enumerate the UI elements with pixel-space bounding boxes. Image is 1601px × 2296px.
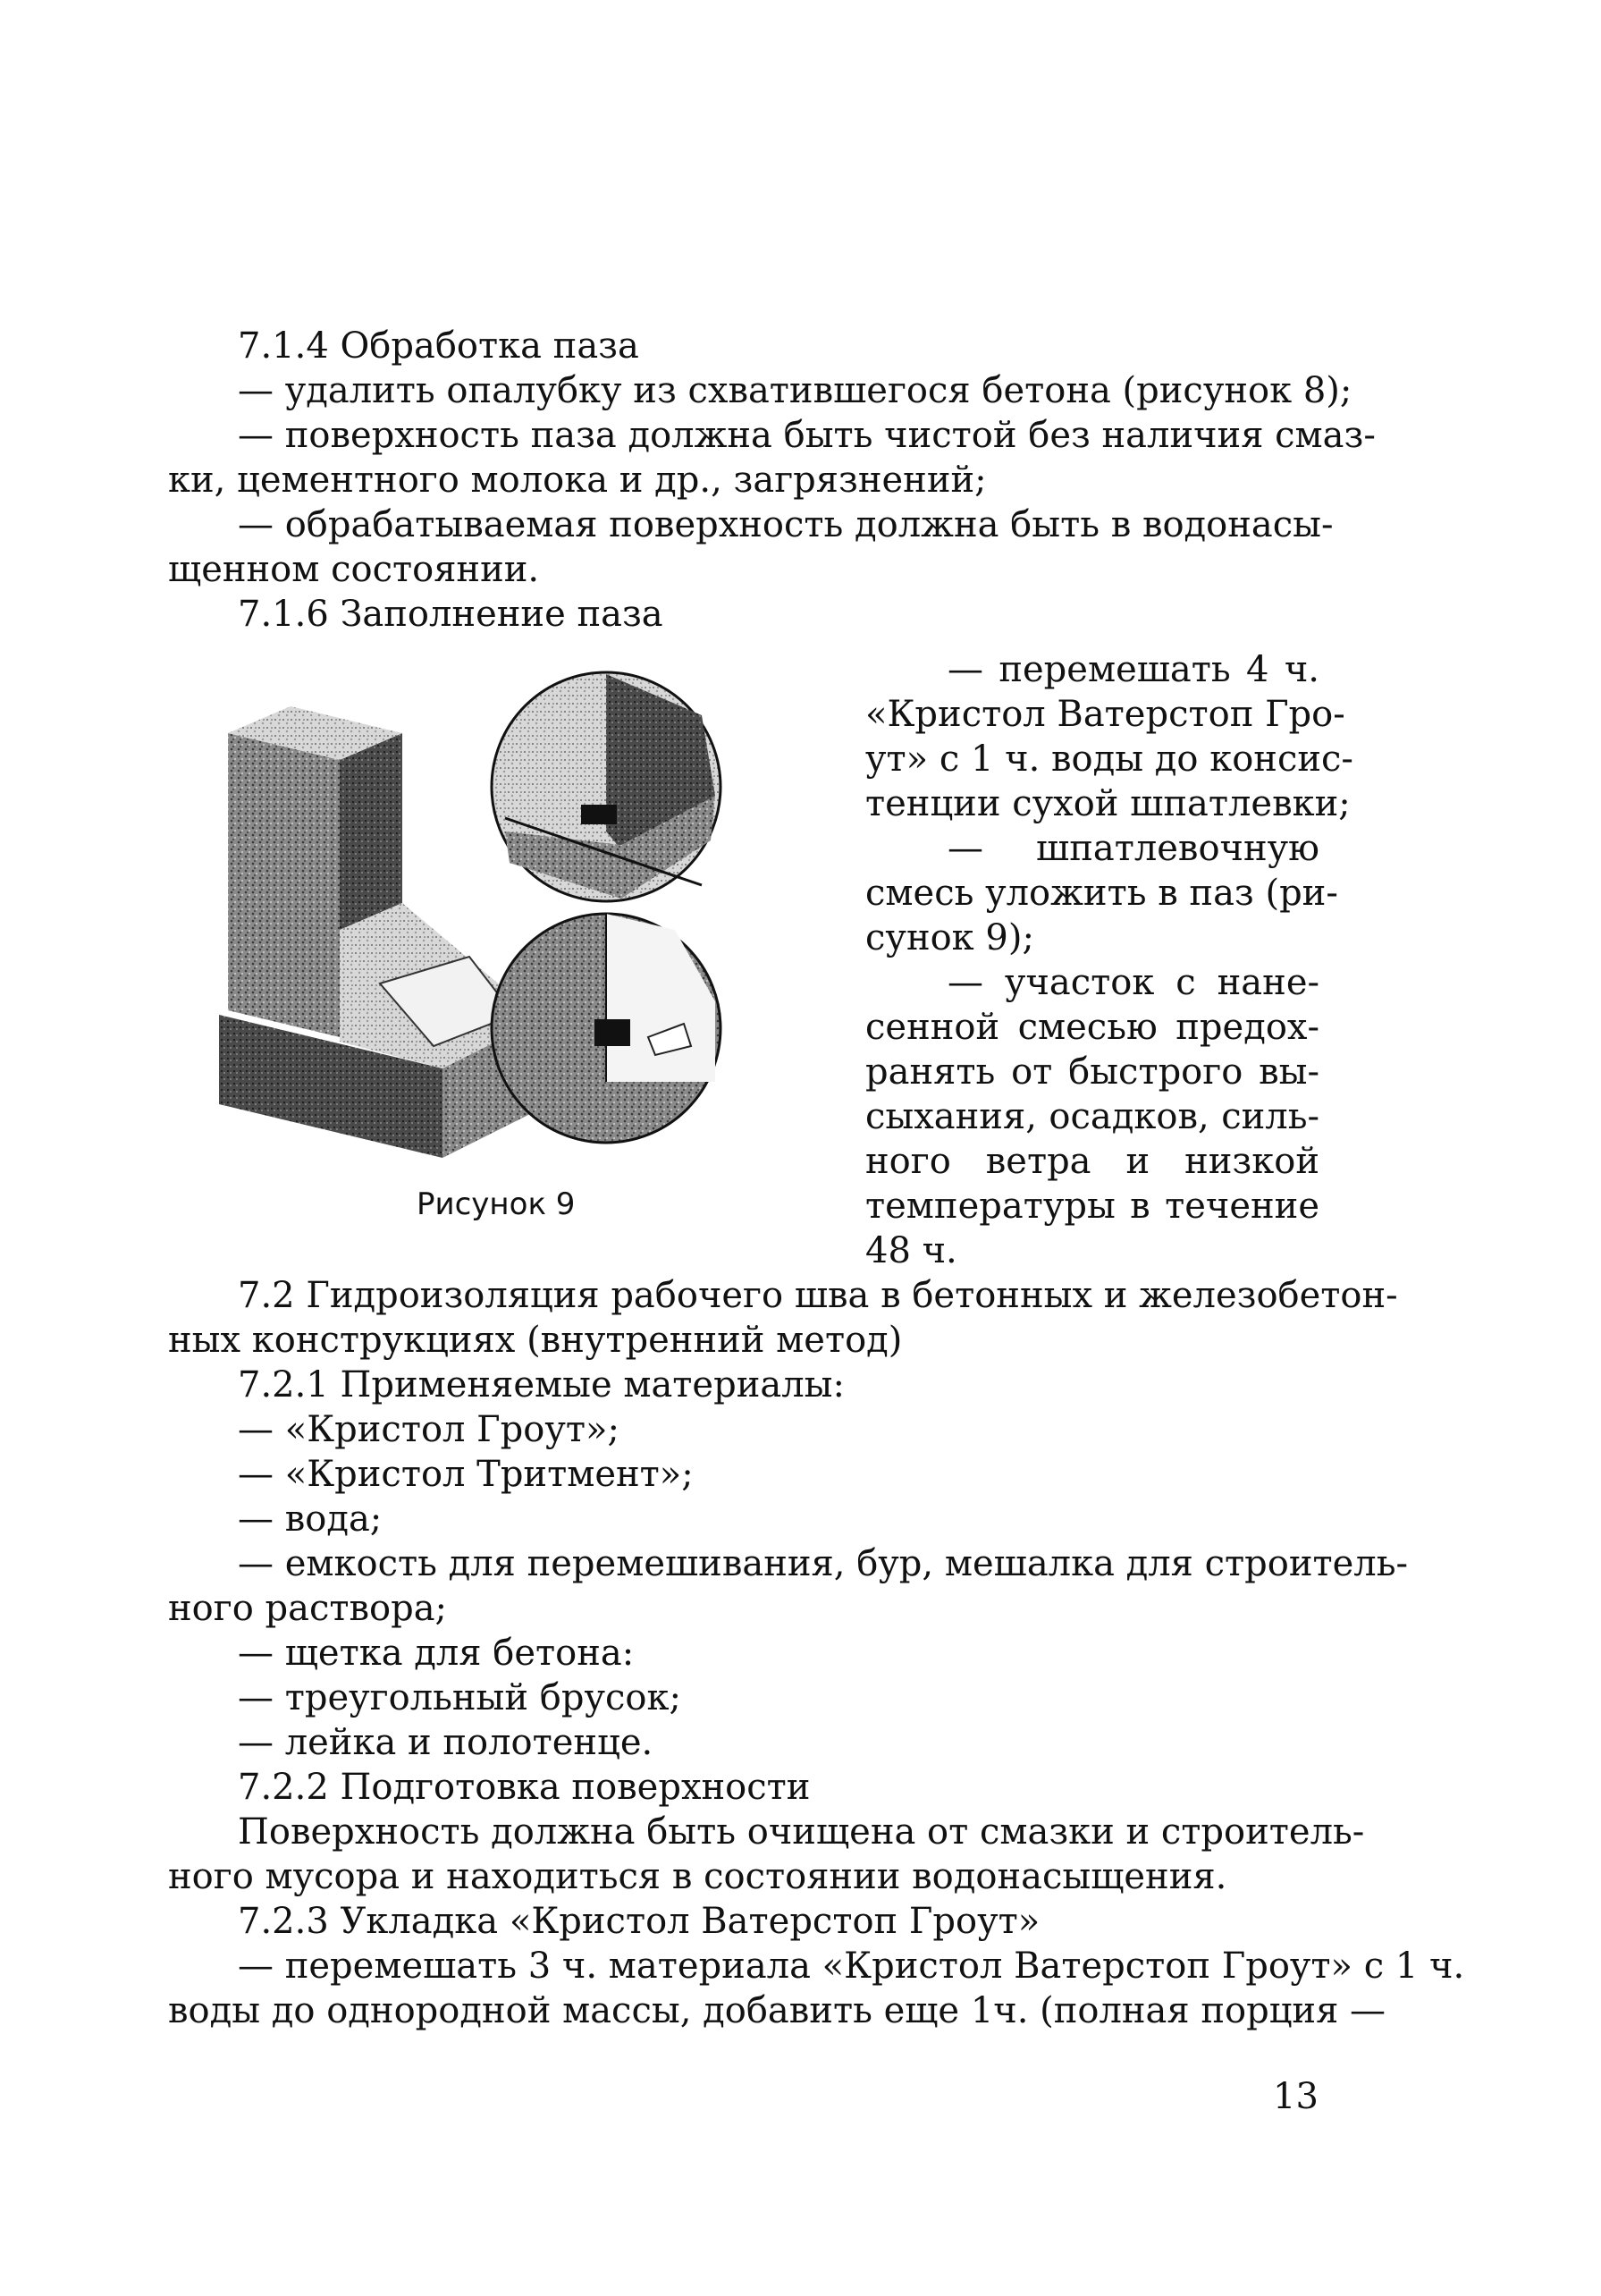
section-72-heading-line-2: ных конструкциях (внутренний метод) (168, 1320, 903, 1361)
figure-9-caption: Рисунок 9 (417, 1186, 576, 1222)
section-716-line-5: — шпатлевочную (948, 828, 1319, 869)
section-721-item-7: — треугольный брусок; (238, 1677, 681, 1718)
section-722-text-line-1: Поверхность должна быть очищена от смазки и строитель- (238, 1811, 1365, 1853)
section-723-text-line-1: — перемешать 3 ч. материала «Кристол Ватерстоп Гроут» с 1 ч. (238, 1946, 1465, 1987)
section-716-line-4: тенции сухой шпатлевки; (865, 783, 1351, 824)
section-722-heading: 7.2.2 Подготовка поверхности (238, 1767, 811, 1808)
section-716-line-11: сыхания, осадков, силь- (865, 1096, 1319, 1137)
section-722-text-line-2: ного мусора и находиться в состоянии водонасыщения. (168, 1856, 1227, 1897)
section-716-heading: 7.1.6 Заполнение паза (238, 594, 663, 635)
section-716-line-7: сунок 9); (865, 917, 1034, 958)
section-716-line-13: температуры в течение (865, 1186, 1319, 1227)
section-721-heading: 7.2.1 Применяемые материалы: (238, 1364, 845, 1405)
section-716-line-10: ранять от быстрого вы- (865, 1051, 1319, 1093)
section-716-line-2: «Кристол Ватерстоп Гро- (865, 694, 1345, 735)
detail-circle-bottom (492, 914, 720, 1143)
section-723-text-line-2: воды до однородной массы, добавить еще 1ч. (полная порция — (168, 1990, 1386, 2031)
section-716-line-12: ного ветра и низкой (865, 1141, 1319, 1182)
section-716-line-9: сенной смесью предох- (865, 1007, 1319, 1048)
section-716-line-3: ут» с 1 ч. воды до консис- (865, 739, 1353, 780)
section-714-item-1: — удалить опалубку из схватившегося бетона (рисунок 8); (238, 370, 1352, 411)
section-721-item-3: — вода; (238, 1498, 383, 1540)
section-714-heading: 7.1.4 Обработка паза (238, 325, 639, 367)
section-721-item-2: — «Кристол Тритмент»; (238, 1454, 694, 1495)
section-714-item-2-line-1: — поверхность паза должна быть чистой без наличия смаз- (238, 415, 1376, 456)
section-714-item-3-line-2: щенном состоянии. (168, 549, 540, 590)
detail-circle-top (492, 672, 720, 901)
section-716-line-14: 48 ч. (865, 1230, 957, 1271)
figure-9 (201, 662, 818, 1180)
section-716-line-8: — участок с нане- (948, 962, 1319, 1003)
section-721-item-4: — емкость для перемешивания, бур, мешалка для строитель- (238, 1543, 1409, 1584)
section-72-heading-line-1: 7.2 Гидроизоляция рабочего шва в бетонных и железобетон- (238, 1275, 1398, 1316)
page-number: 13 (1273, 2076, 1319, 2117)
section-721-item-6: — щетка для бетона: (238, 1633, 635, 1674)
section-721-item-1: — «Кристол Гроут»; (238, 1409, 619, 1450)
section-714-item-3-line-1: — обрабатываемая поверхность должна быть в водонасы- (238, 504, 1334, 545)
section-714-item-2-line-2: ки, цементного молока и др., загрязнений; (168, 460, 987, 501)
section-721-item-8: — лейка и полотенце. (238, 1722, 653, 1763)
section-721-item-5: ного раствора; (168, 1588, 448, 1629)
section-723-heading: 7.2.3 Укладка «Кристол Ватерстоп Гроут» (238, 1901, 1041, 1942)
section-716-line-1: — перемешать 4 ч. (948, 649, 1319, 690)
section-716-line-6: смесь уложить в паз (ри- (865, 873, 1338, 914)
figure-9-illustration (201, 662, 818, 1180)
